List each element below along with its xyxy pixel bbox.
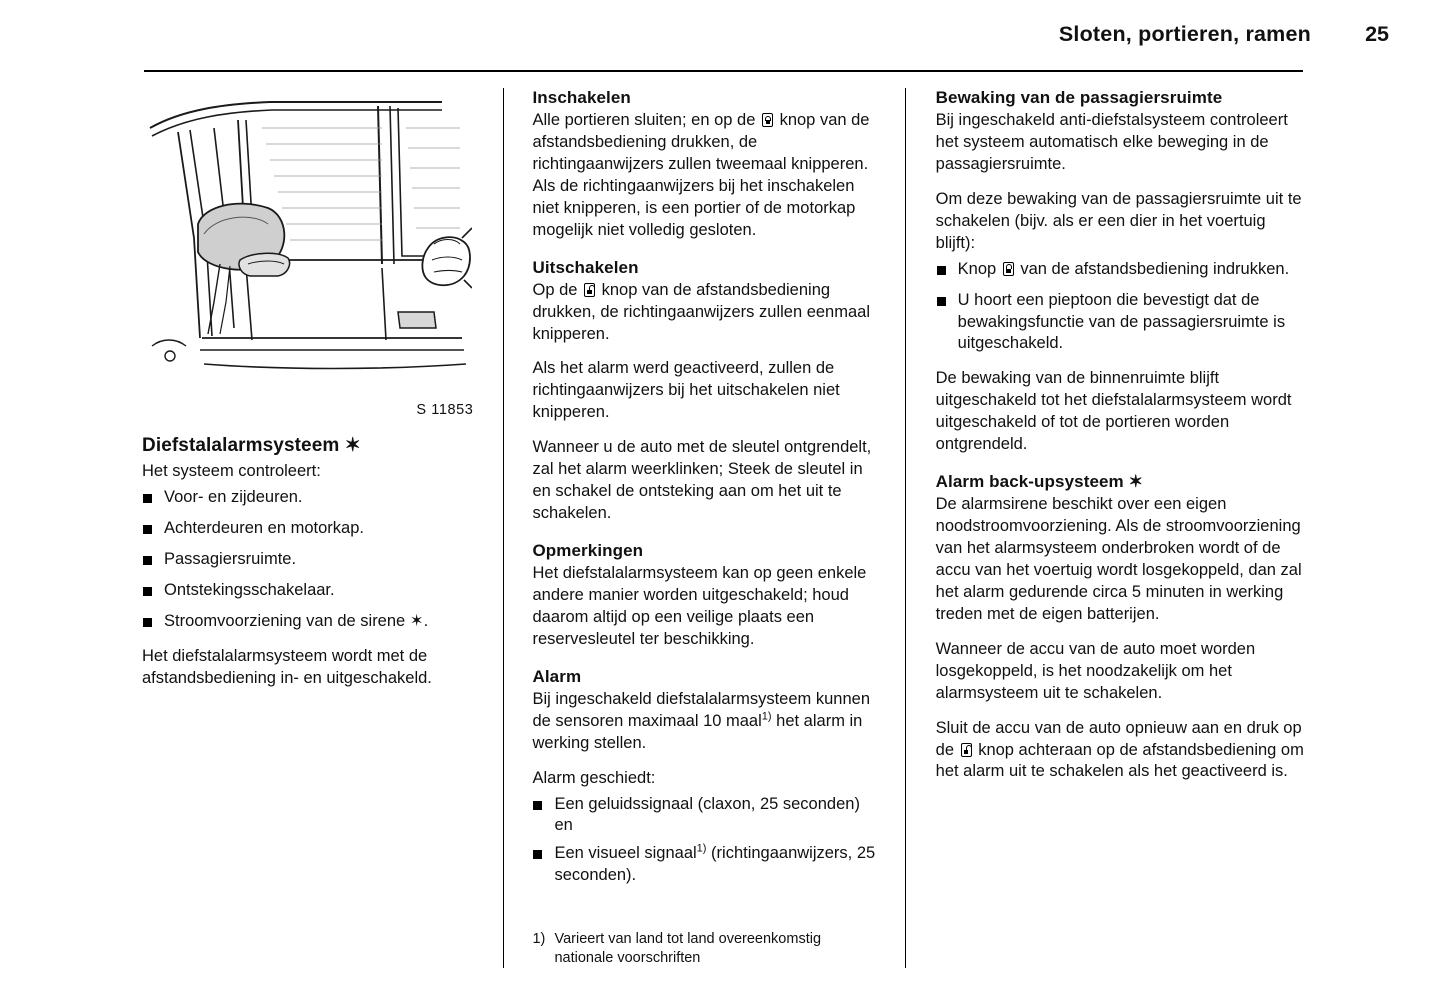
list-item: U hoort een pieptoon die bevestigt dat de bewakingsfunctie van de passagiersruimte is uitgeschakeld.: [936, 290, 1305, 356]
heading-bewaking-passagiersruimte: Bewaking van de passagiersruimte: [935, 88, 1223, 107]
paragraph-alarm-geschiedt: Alarm geschiedt:: [532, 768, 656, 787]
page-header: [52, 22, 1393, 62]
bewaking-bullets: [936, 259, 1305, 356]
footnote-marker: 1): [532, 931, 546, 948]
paragraph-bewaking-1: Bij ingeschakeld anti-diefstalsysteem controleert het systeem automatisch elke beweging in de passagiersruimte.: [935, 111, 1288, 173]
paragraph-bewaking-2: Om deze bewaking van de passagiersruimte uit te schakelen (bijv. als er een dier in het voertuig blijft):: [935, 189, 1302, 252]
theft-alarm-bullets: [142, 487, 475, 633]
uitschakelen-text-a: Op de: [532, 280, 578, 299]
visual-signal-text-b: (richtingaanwijzers, 25 seconden).: [554, 844, 876, 885]
heading-alarm-backup: Alarm back-upsysteem ✶: [935, 472, 1143, 492]
uitschakelen-text-b: knop van de afstandsbediening drukken, de richtingaanwijzers zullen eenmaal knipperen.: [532, 280, 871, 343]
section-heading-theft-alarm: Diefstalalarmsysteem ✶: [142, 435, 361, 456]
inschakelen-text-b: knop van de afstandsbediening drukken, de richtingaanwijzers zullen tweemaal knipperen. Als de richtingaanwijzers bij het inschakelen niet knipperen, is een portier of de motorkap mogelijk niet volledig gesloten.: [532, 111, 870, 239]
theft-alarm-intro: Het systeem controleert:: [142, 462, 321, 480]
list-item: Voor- en zijdeuren.: [142, 487, 475, 509]
visual-signal-text-a: Een visueel signaal: [554, 844, 697, 863]
unlock-button-icon: [584, 283, 595, 297]
alarm-text-a: Bij ingeschakeld diefstalalarmsysteem kunnen de sensoren maximaal 10 maal: [532, 689, 870, 730]
backup-text-b: knop achteraan op de afstandsbediening om het alarm uit te schakelen als het geactiveerd is.: [935, 740, 1304, 781]
paragraph-alarm-sensoren: [532, 689, 876, 755]
lock-button-icon: [1003, 262, 1014, 276]
page-number: 25: [1365, 22, 1389, 46]
column-right: [905, 88, 1305, 968]
paragraph-bewaking-3: De bewaking van de binnenruimte blijft uitgeschakeld tot het diefstalalarmsysteem wordt uitgeschakeld of tot de portieren worden ontgrendeld.: [935, 369, 1292, 454]
alarm-text-b: het alarm in werking stellen.: [532, 711, 863, 752]
column-left: [142, 88, 503, 968]
knop-text-a: Knop: [957, 259, 997, 278]
paragraph-backup-1: De alarmsirene beschikt over een eigen noodstroomvoorziening. Als de stroomvoorziening van het alarmsysteem onderbroken wordt of de accu van het voertuig wordt losgekoppeld, dan zal het alarm gedurende circa 5 minuten in werking treden met de eigen batterijen.: [935, 495, 1302, 623]
lock-button-icon: [762, 113, 773, 127]
footnote-ref-2: 1): [696, 842, 707, 855]
inschakelen-text-a: Alle portieren sluiten; en op de: [532, 111, 756, 129]
list-item: Ontstekingsschakelaar.: [142, 580, 475, 602]
page-columns: [52, 88, 1393, 968]
heading-uitschakelen: Uitschakelen: [532, 257, 639, 277]
paragraph-opmerkingen: Het diefstalalarmsysteem kan op geen enkele andere manier worden uitgeschakeld; houd daarom altijd op een veilige plaats een reservesleutel ter beschikking.: [532, 564, 867, 648]
footnote-text: Varieert van land tot land overeenkomstig nationale voorschriften: [554, 931, 822, 967]
paragraph-backup-3: [936, 718, 1305, 784]
paragraph-sleutel-ontgrendelen: Wanneer u de auto met de sleutel ontgrendelt, zal het alarm weerklinken; Steek de sleutel in en schakel de ontsteking aan om het uit te schakelen.: [532, 438, 872, 523]
unlock-button-icon: [961, 743, 972, 757]
heading-inschakelen: Inschakelen: [532, 88, 631, 107]
car-door-illustration: [142, 88, 475, 406]
list-item: [936, 259, 1305, 281]
paragraph-uitschakelen: [532, 280, 876, 346]
page-title: Sloten, portieren, ramen: [1058, 22, 1311, 46]
knop-text-b: van de afstandsbediening indrukken.: [1020, 259, 1290, 278]
backup-text-a: Sluit de accu van de auto opnieuw aan en druk op de: [935, 718, 1302, 759]
figure-code: S 11853: [416, 402, 474, 418]
footnote-ref-1: 1): [761, 710, 772, 723]
list-item: [532, 843, 876, 887]
heading-alarm: Alarm: [532, 666, 582, 686]
list-item: Achterdeuren en motorkap.: [142, 518, 475, 540]
header-divider: [144, 70, 1303, 72]
alarm-bullets: [532, 794, 876, 888]
theft-alarm-closing: Het diefstalalarmsysteem wordt met de afstandsbediening in- en uitgeschakeld.: [142, 646, 432, 687]
list-item: Stroomvoorziening van de sirene ✶.: [142, 611, 475, 633]
paragraph-alarm-geactiveerd: Als het alarm werd geactiveerd, zullen de richtingaanwijzers bij het uitschakelen niet knipperen.: [532, 359, 840, 422]
paragraph-inschakelen: [532, 110, 876, 242]
list-item: Een geluidssignaal (claxon, 25 seconden) en: [532, 794, 876, 838]
footnote: [532, 930, 876, 968]
column-middle: [503, 88, 904, 968]
heading-opmerkingen: Opmerkingen: [532, 541, 644, 560]
paragraph-backup-2: Wanneer de accu van de auto moet worden losgekoppeld, is het noodzakelijk om het alarmsysteem uit te schakelen.: [935, 639, 1256, 702]
list-item: Passagiersruimte.: [142, 549, 475, 571]
